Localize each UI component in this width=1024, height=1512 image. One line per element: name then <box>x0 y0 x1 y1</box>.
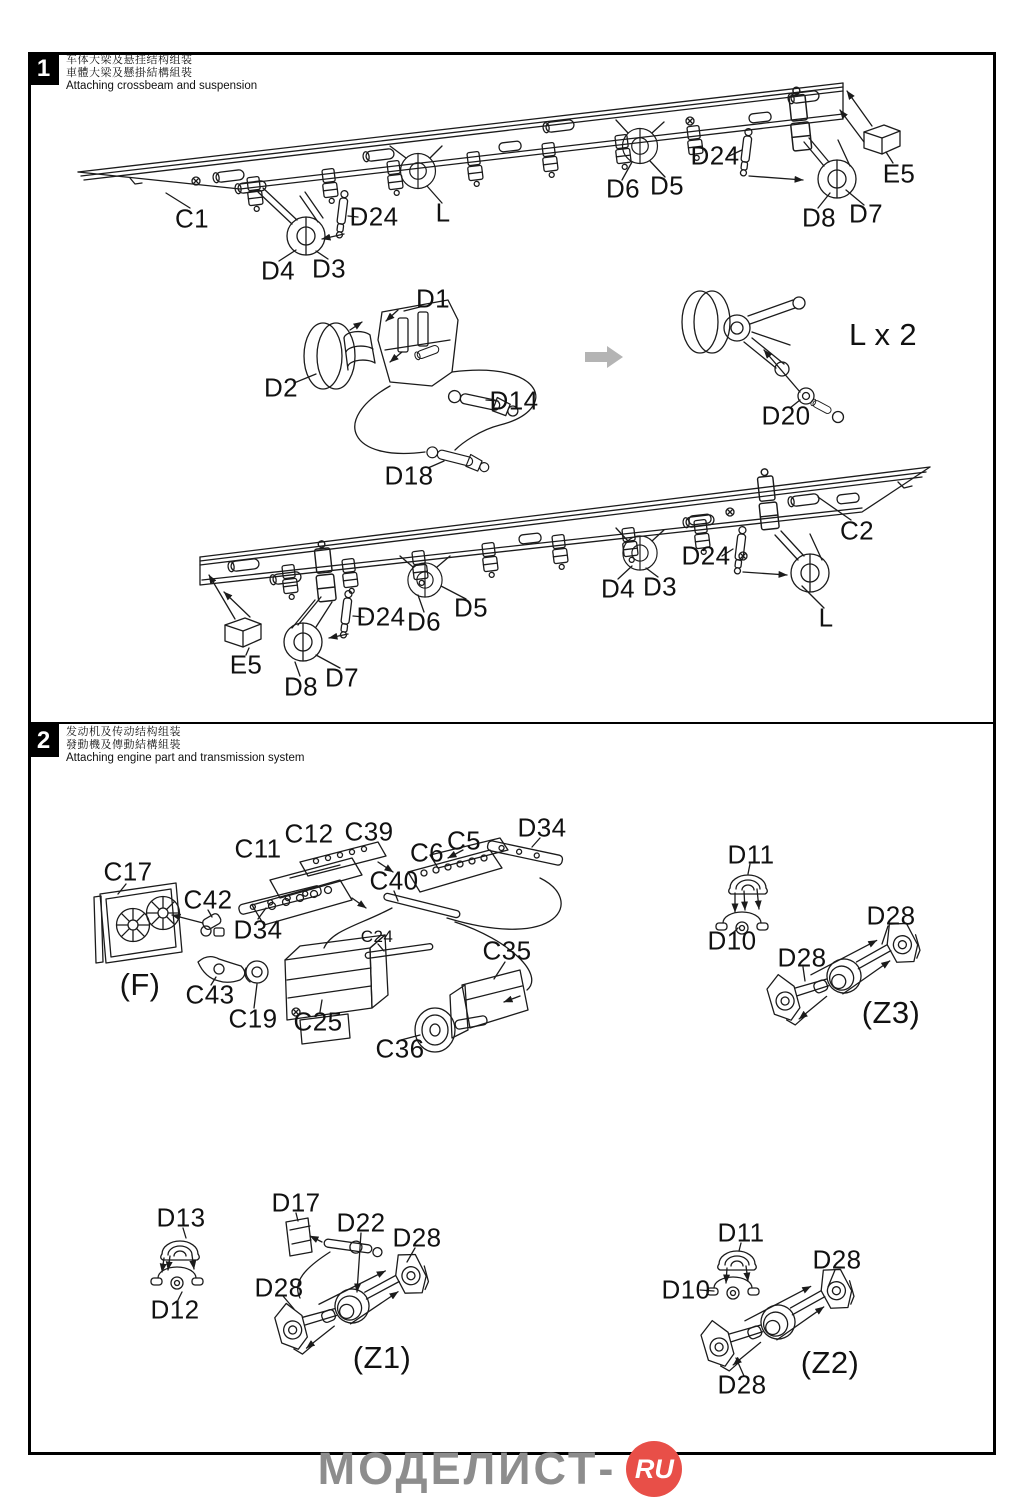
part-label: D8 <box>283 671 319 702</box>
part-label: C17 <box>103 856 153 887</box>
part-label: L <box>435 197 451 228</box>
part-label: D24 <box>681 540 731 571</box>
part-label: D6 <box>406 606 442 637</box>
step1-title-zh-cn: 车体大梁及悬挂结构组装 <box>66 54 193 66</box>
part-label: D12 <box>150 1294 200 1325</box>
part-label: D34 <box>233 914 283 945</box>
part-label: C42 <box>183 884 233 915</box>
part-label: D2 <box>263 372 299 403</box>
part-label: C5 <box>446 825 482 856</box>
part-label: C40 <box>369 865 419 896</box>
part-label: D28 <box>254 1272 304 1303</box>
part-label: D28 <box>392 1222 442 1253</box>
part-label: C2 <box>839 515 875 546</box>
part-label: D1 <box>415 283 451 314</box>
part-label: D5 <box>453 592 489 623</box>
part-label: C24 <box>360 927 394 946</box>
part-label: D28 <box>717 1369 767 1400</box>
part-label: D13 <box>156 1202 206 1233</box>
step2-header <box>28 724 304 765</box>
part-label: C35 <box>482 935 532 966</box>
step1-title-zh-tw: 車體大梁及懸掛結構組裝 <box>66 66 193 79</box>
part-label: L <box>818 602 834 633</box>
part-label: D24 <box>356 601 406 632</box>
step1-header <box>28 52 257 93</box>
part-label: D17 <box>271 1187 321 1218</box>
watermark-ru-badge: RU <box>626 1441 682 1497</box>
part-label: C1 <box>174 203 210 234</box>
watermark <box>0 1441 1000 1497</box>
step1-title-en: Attaching crossbeam and suspension <box>66 80 258 92</box>
part-label: C6 <box>409 837 445 868</box>
part-label: D28 <box>812 1244 862 1275</box>
step2-titles <box>59 724 304 765</box>
part-label: C19 <box>228 1003 278 1034</box>
part-label: D20 <box>761 400 811 431</box>
step2-title-en: Attaching engine part and transmission system <box>66 752 305 764</box>
part-label: D28 <box>777 942 827 973</box>
part-label: D6 <box>605 173 641 204</box>
part-label: E5 <box>229 649 263 680</box>
part-label: (F) <box>119 967 161 1002</box>
part-label: D4 <box>260 255 296 286</box>
part-label: C43 <box>185 979 235 1010</box>
part-label: D22 <box>336 1207 386 1238</box>
part-label: C39 <box>344 816 394 847</box>
part-label: D8 <box>801 202 837 233</box>
part-label: D10 <box>707 925 757 956</box>
watermark-text: МОДЕЛИСТ- <box>317 1443 617 1494</box>
part-label: (Z1) <box>352 1340 412 1375</box>
part-label: D7 <box>848 198 884 229</box>
part-label: D34 <box>517 812 567 843</box>
part-label: D5 <box>649 170 685 201</box>
part-label: D14 <box>489 385 539 416</box>
step2-number: 2 <box>28 724 59 757</box>
part-label: D3 <box>642 571 678 602</box>
part-label: D18 <box>384 460 434 491</box>
part-label: (Z2) <box>800 1345 860 1380</box>
part-label: C36 <box>375 1033 425 1064</box>
part-label: D11 <box>727 839 775 870</box>
part-label: D24 <box>349 201 399 232</box>
step2-title-zh-tw: 發動機及傳動結構組裝 <box>66 738 181 751</box>
part-label: D28 <box>866 900 916 931</box>
part-label: E5 <box>882 158 916 189</box>
part-label: C11 <box>234 833 282 864</box>
part-label: (Z3) <box>861 995 921 1030</box>
part-label: D24 <box>690 140 740 171</box>
step1-titles <box>59 52 257 93</box>
step1-number: 1 <box>28 52 59 85</box>
part-label: L x 2 <box>848 317 918 352</box>
part-label: C25 <box>293 1006 343 1037</box>
part-label: D3 <box>311 253 347 284</box>
part-label: C12 <box>284 818 334 849</box>
step2-title-zh-cn: 发动机及传动结构组装 <box>66 726 181 738</box>
part-label: D7 <box>324 662 360 693</box>
part-label: D4 <box>600 573 636 604</box>
part-label: D11 <box>717 1217 765 1248</box>
part-label: D10 <box>661 1274 711 1305</box>
